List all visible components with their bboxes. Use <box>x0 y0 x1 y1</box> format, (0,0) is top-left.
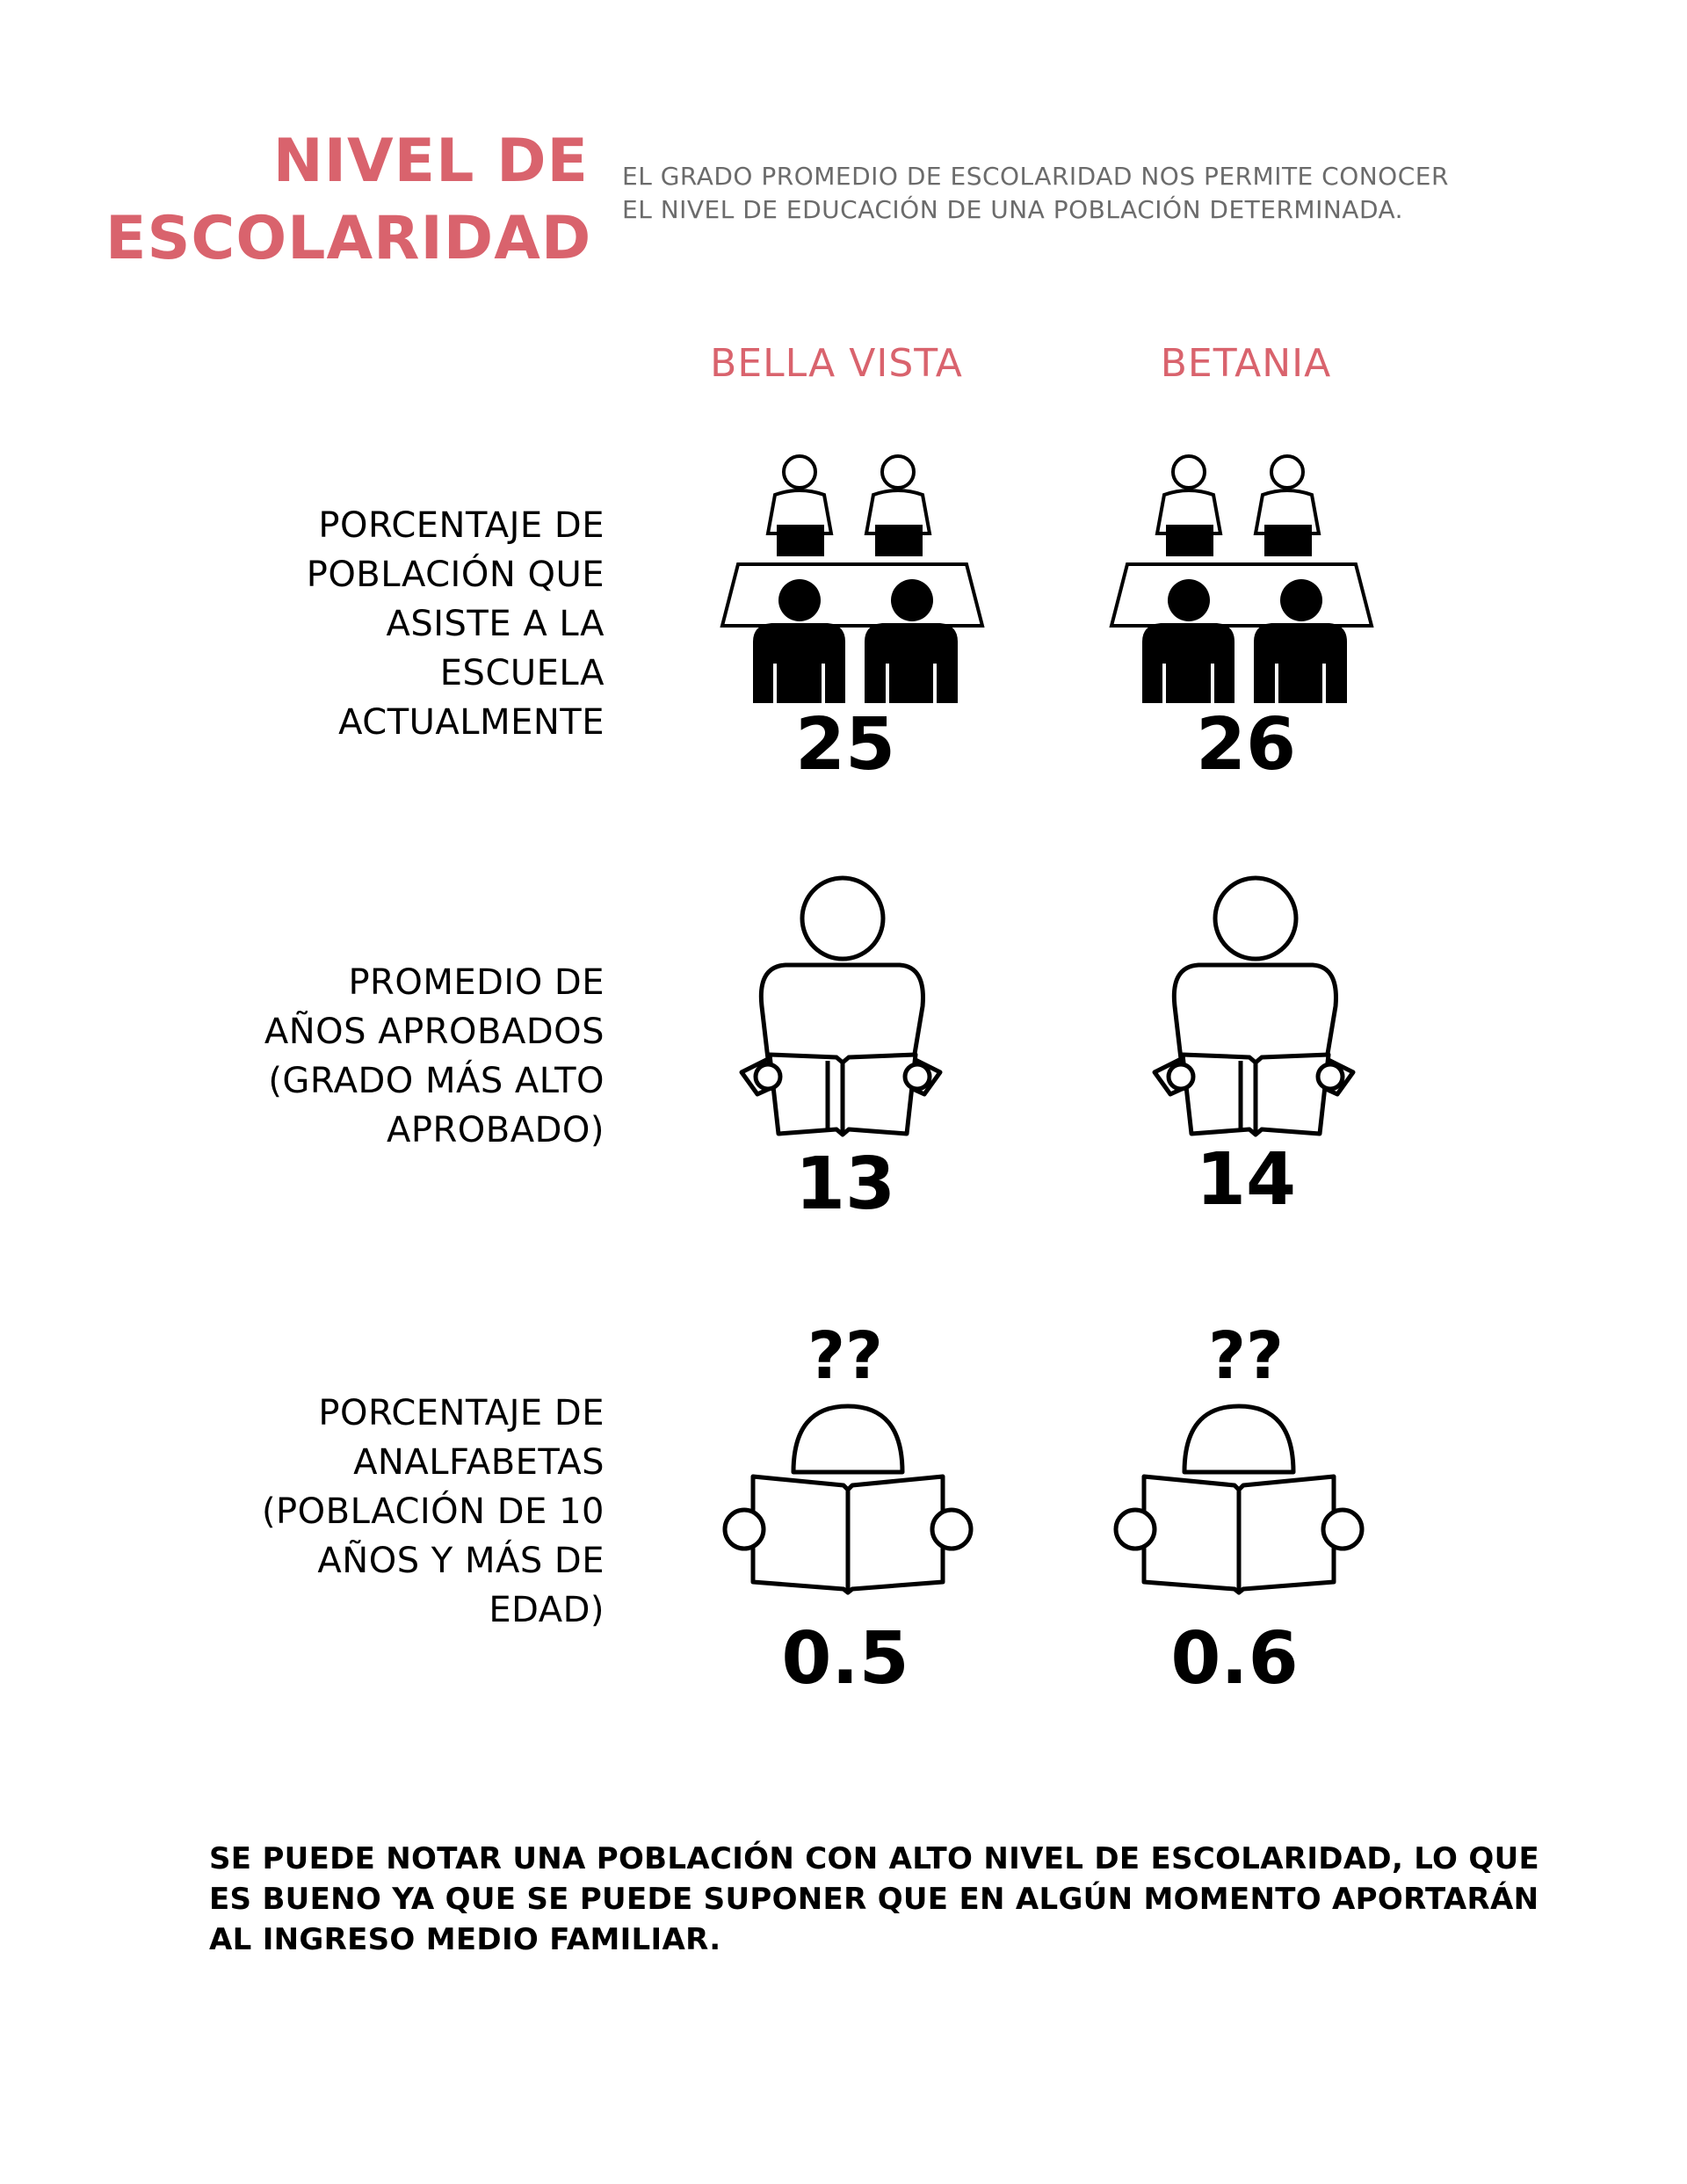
question-marks: ?? <box>807 1318 883 1394</box>
reader-icon <box>731 874 951 1138</box>
value-bella-vista-illiteracy: 0.5 <box>781 1617 909 1701</box>
reader-icon <box>1144 874 1364 1138</box>
question-marks: ?? <box>1208 1318 1284 1394</box>
subtitle-line-1: EL GRADO PROMEDIO DE ESCOLARIDAD NOS PERMITE CONOCER <box>622 162 1449 191</box>
row-label-line: ACTUALMENTE <box>338 702 605 743</box>
value-betania-illiteracy: 0.6 <box>1170 1617 1299 1701</box>
title-line-2: ESCOLARIDAD <box>105 204 592 273</box>
row-label-school-attendance <box>148 501 605 747</box>
conclusion-line-3: AL INGRESO MEDIO FAMILIAR. <box>209 1922 721 1957</box>
conclusion-line-2: ES BUENO YA QUE SE PUEDE SUPONER QUE EN ALGÚN MOMENTO APORTARÁN <box>209 1882 1539 1917</box>
row-label-years-approved <box>148 958 605 1155</box>
page-title <box>105 123 592 278</box>
conclusion-text <box>209 1839 1545 1960</box>
row-label-line: ANALFABETAS <box>353 1442 605 1483</box>
row-label-line: PORCENTAJE DE <box>318 505 605 546</box>
value-bella-vista-attendance: 25 <box>794 703 896 787</box>
row-label-line: EDAD) <box>489 1590 605 1630</box>
column-header-betania: BETANIA <box>1160 341 1332 386</box>
value-betania-attendance: 26 <box>1195 703 1297 787</box>
row-label-illiteracy <box>148 1389 605 1635</box>
row-label-line: APROBADO) <box>387 1110 605 1150</box>
conclusion-line-1: SE PUEDE NOTAR UNA POBLACIÓN CON ALTO NIVEL DE ESCOLARIDAD, LO QUE <box>209 1841 1540 1876</box>
row-label-line: PORCENTAJE DE <box>318 1393 605 1433</box>
page-subtitle <box>622 160 1589 227</box>
row-label-line: PROMEDIO DE <box>348 962 605 1003</box>
classroom-icon <box>713 453 986 699</box>
value-bella-vista-years: 13 <box>794 1143 896 1226</box>
subtitle-line-2: EL NIVEL DE EDUCACIÓN DE UNA POBLACIÓN DETERMINADA. <box>622 195 1404 224</box>
row-label-line: AÑOS APROBADOS <box>264 1012 605 1052</box>
classroom-icon <box>1103 453 1375 699</box>
column-header-bella-vista: BELLA VISTA <box>710 341 963 386</box>
title-line-1: NIVEL DE <box>272 127 589 196</box>
row-label-line: ASISTE A LA <box>386 604 605 644</box>
row-label-line: (POBLACIÓN DE 10 <box>261 1491 605 1532</box>
confused-reader-icon <box>1116 1397 1362 1600</box>
row-label-line: (GRADO MÁS ALTO <box>268 1061 605 1101</box>
row-label-line: AÑOS Y MÁS DE <box>317 1541 605 1581</box>
row-label-line: POBLACIÓN QUE <box>306 555 605 595</box>
confused-reader-icon <box>725 1397 971 1600</box>
row-label-line: ESCUELA <box>439 653 605 693</box>
value-betania-years: 14 <box>1195 1138 1297 1222</box>
